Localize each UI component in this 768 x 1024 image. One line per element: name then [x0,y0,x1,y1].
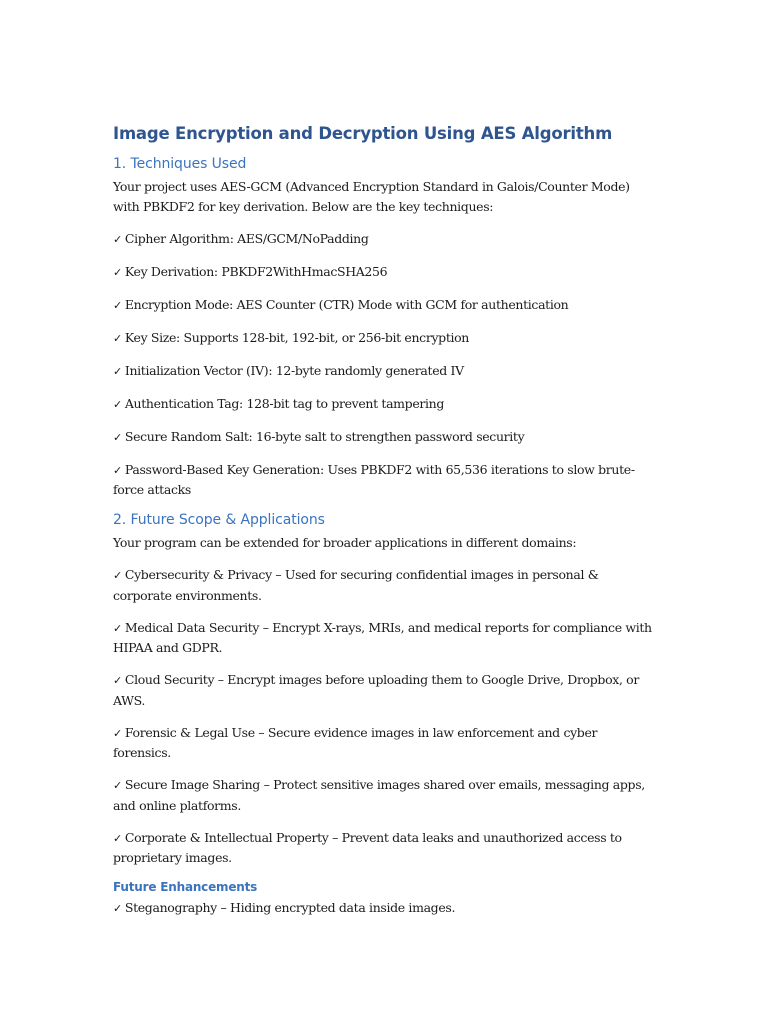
list-item [113,394,658,415]
list-item [113,361,658,382]
checkmark-icon: ✓ [113,831,122,845]
list-item [113,618,658,658]
checkmark-icon: ✓ [113,674,122,687]
list-item [113,262,658,283]
list-item [113,565,658,605]
list-item-text: Key Size: Supports 128-bit, 192-bit, or 256-bit encryption [124,329,470,345]
section-intro-future-scope: Your program can be extended for broader applications in different domains: [113,535,577,550]
techniques-list [113,229,658,500]
list-item-text: Cloud Security – Encrypt images before uploading them to Google Drive, Dropbox, or AWS. [113,672,639,708]
document-body [113,124,658,931]
checkmark-icon: ✓ [113,902,122,915]
section-heading-future-scope: 2. Future Scope & Applications [113,512,325,528]
section-future-scope [113,512,658,868]
enhancements-list [113,898,658,919]
checkmark-icon: ✓ [113,364,122,378]
section-future-enhancements [113,880,658,919]
checkmark-icon: ✓ [113,726,122,740]
checkmark-icon: ✓ [113,621,122,635]
section-heading-future-enhancements: Future Enhancements [113,880,258,894]
checkmark-icon: ✓ [113,569,122,582]
list-item [113,670,658,710]
list-item-text: Encryption Mode: AES Counter (CTR) Mode with GCM for authentication [124,296,569,312]
document-title: Image Encryption and Decryption Using AES Algorithm [113,124,613,143]
checkmark-icon: ✓ [113,265,122,279]
section-intro-techniques: Your project uses AES-GCM (Advanced Encryption Standard in Galois/Counter Mode) with PBKDF2 for key derivation. Below are the key techniques: [113,179,630,214]
list-item [113,427,658,448]
list-item [113,775,658,815]
checkmark-icon: ✓ [113,397,122,411]
section-techniques [113,156,658,500]
list-item-text: Authentication Tag: 128-bit tag to prevent tampering [124,395,445,411]
list-item-text: Cybersecurity & Privacy – Used for securing confidential images in personal & corporate environments. [113,567,599,603]
list-item-text: Initialization Vector (IV): 12-byte randomly generated IV [124,362,464,378]
list-item-text: Key Derivation: PBKDF2WithHmacSHA256 [124,263,388,279]
list-item-text: Steganography – Hiding encrypted data inside images. [124,900,456,915]
list-item-text: Secure Random Salt: 16-byte salt to strengthen password security [124,428,525,444]
list-item [113,460,658,500]
list-item-text: Password-Based Key Generation: Uses PBKDF2 with 65,536 iterations to slow brute-force attacks [113,461,635,497]
list-item-text: Cipher Algorithm: AES/GCM/NoPadding [124,230,369,246]
checkmark-icon: ✓ [113,298,122,312]
list-item [113,898,658,919]
list-item-text: Medical Data Security – Encrypt X-rays, MRIs, and medical reports for compliance with HIPAA and GDPR. [113,619,652,655]
list-item [113,828,658,868]
checkmark-icon: ✓ [113,463,122,477]
checkmark-icon: ✓ [113,779,122,792]
applications-list [113,565,658,868]
list-item [113,723,658,763]
list-item [113,229,658,250]
checkmark-icon: ✓ [113,430,122,444]
checkmark-icon: ✓ [113,331,122,345]
section-heading-techniques: 1. Techniques Used [113,156,247,172]
list-item [113,295,658,316]
list-item-text: Secure Image Sharing – Protect sensitive images shared over emails, messaging apps, and online platforms. [113,777,645,813]
checkmark-icon: ✓ [113,232,122,246]
list-item [113,328,658,349]
list-item-text: Forensic & Legal Use – Secure evidence images in law enforcement and cyber forensics. [113,724,598,760]
list-item-text: Corporate & Intellectual Property – Prevent data leaks and unauthorized access to proprietary images. [113,829,622,865]
